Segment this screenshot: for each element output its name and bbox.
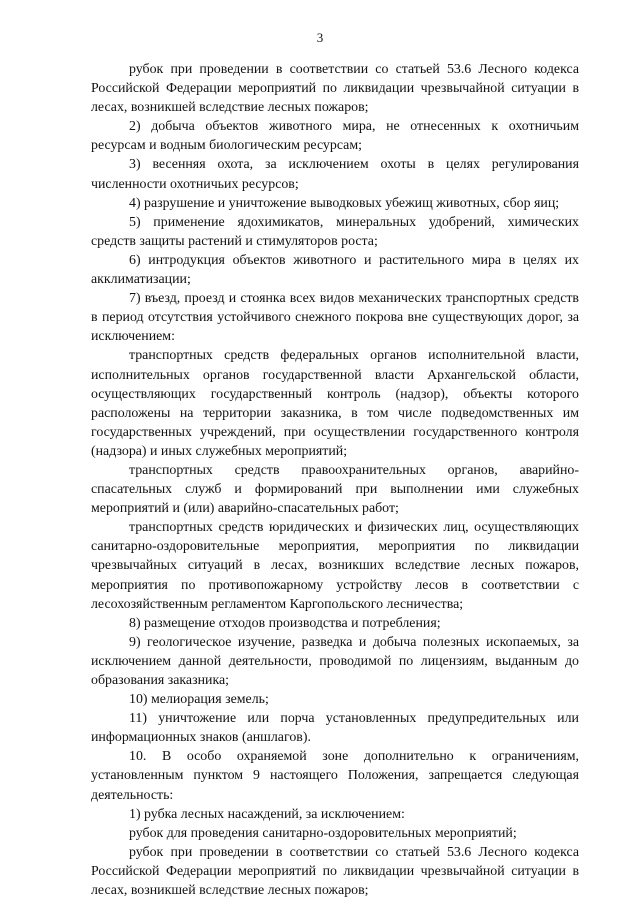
paragraph-item-7: 7) въезд, проезд и стоянка всех видов механических транспортных средств в период отсутствия устойчивого снежного покрова вне существующих дорог, за исключением: [91,291,579,345]
document-body [91,60,579,900]
paragraph-item-6: 6) интродукция объектов животного и растительного мира в целях их акклиматизации; [91,252,579,288]
paragraph-section-10-item-1: 1) рубка лесных насаждений, за исключением: [129,806,405,822]
paragraph-continuation-fire-cutting: рубок при проведении в соответствии со статьей 53.6 Лесного кодекса Российской Федерации мероприятий по ликвидации чрезвычайной ситуации в лесах, возникшей вследствие лесных пожаров; [91,62,579,116]
paragraph-exception-federal-vehicles: транспортных средств федеральных органов исполнительной власти, исполнительных органов государственной власти Архангельской области, осуществляющих государственный контроль (надзор), объекты которого расположены на территории заказника, в том числе подведомственных им государственных учреждений, при осуществлении государственного контроля (надзора) и иных служебных мероприятий; [91,348,579,459]
paragraph-exception-legal-entities-vehicles: транспортных средств юридических и физических лиц, осуществляющих санитарно-оздоровительные мероприятия, мероприятия по ликвидации чрезвычайных ситуаций в лесах, возникших вследствие лесных пожаров, мероприятия по противопожарному устройству лесов в соответствии с лесохозяйственным регламентом Каргопольского лесничества; [91,520,579,612]
paragraph-item-9: 9) геологическое изучение, разведка и добыча полезных ископаемых, за исключением данной деятельности, проводимой по лицензиям, выданным до образования заказника; [91,634,579,688]
paragraph-item-4: 4) разрушение и уничтожение выводковых убежищ животных, сбор яиц; [129,195,560,211]
paragraph-item-5: 5) применение ядохимикатов, минеральных удобрений, химических средств защиты растений и стимуляторов роста; [91,214,579,249]
paragraph-item-8: 8) размещение отходов производства и потребления; [129,615,441,631]
paragraph-exception-sanitary-cutting: рубок для проведения санитарно-оздоровительных мероприятий; [129,825,517,841]
paragraph-section-10: 10. В особо охраняемой зоне дополнительно к ограничениям, установленным пунктом 9 настоящего Положения, запрещается следующая деятельность: [91,749,579,803]
paragraph-exception-emergency-vehicles: транспортных средств правоохранительных органов, аварийно-спасательных служб и формирований при выполнении ими служебных мероприятий и (или) аварийно-спасательных работ; [91,462,579,517]
paragraph-exception-fire-cutting: рубок при проведении в соответствии со статьей 53.6 Лесного кодекса Российской Федерации мероприятий по ликвидации чрезвычайной ситуации в лесах, возникшей вследствие лесных пожаров; [91,844,579,899]
page-number: 3 [316,30,324,45]
paragraph-item-3: 3) весенняя охота, за исключением охоты в целях регулирования численности охотничьих ресурсов; [91,157,579,192]
paragraph-item-2: 2) добыча объектов животного мира, не отнесенных к охотничьим ресурсам и водным биологическим ресурсам; [91,119,579,154]
paragraph-item-10: 10) мелиорация земель; [129,692,269,708]
paragraph-item-11: 11) уничтожение или порча установленных предупредительных или информационных знаков (аншлагов). [91,711,579,746]
